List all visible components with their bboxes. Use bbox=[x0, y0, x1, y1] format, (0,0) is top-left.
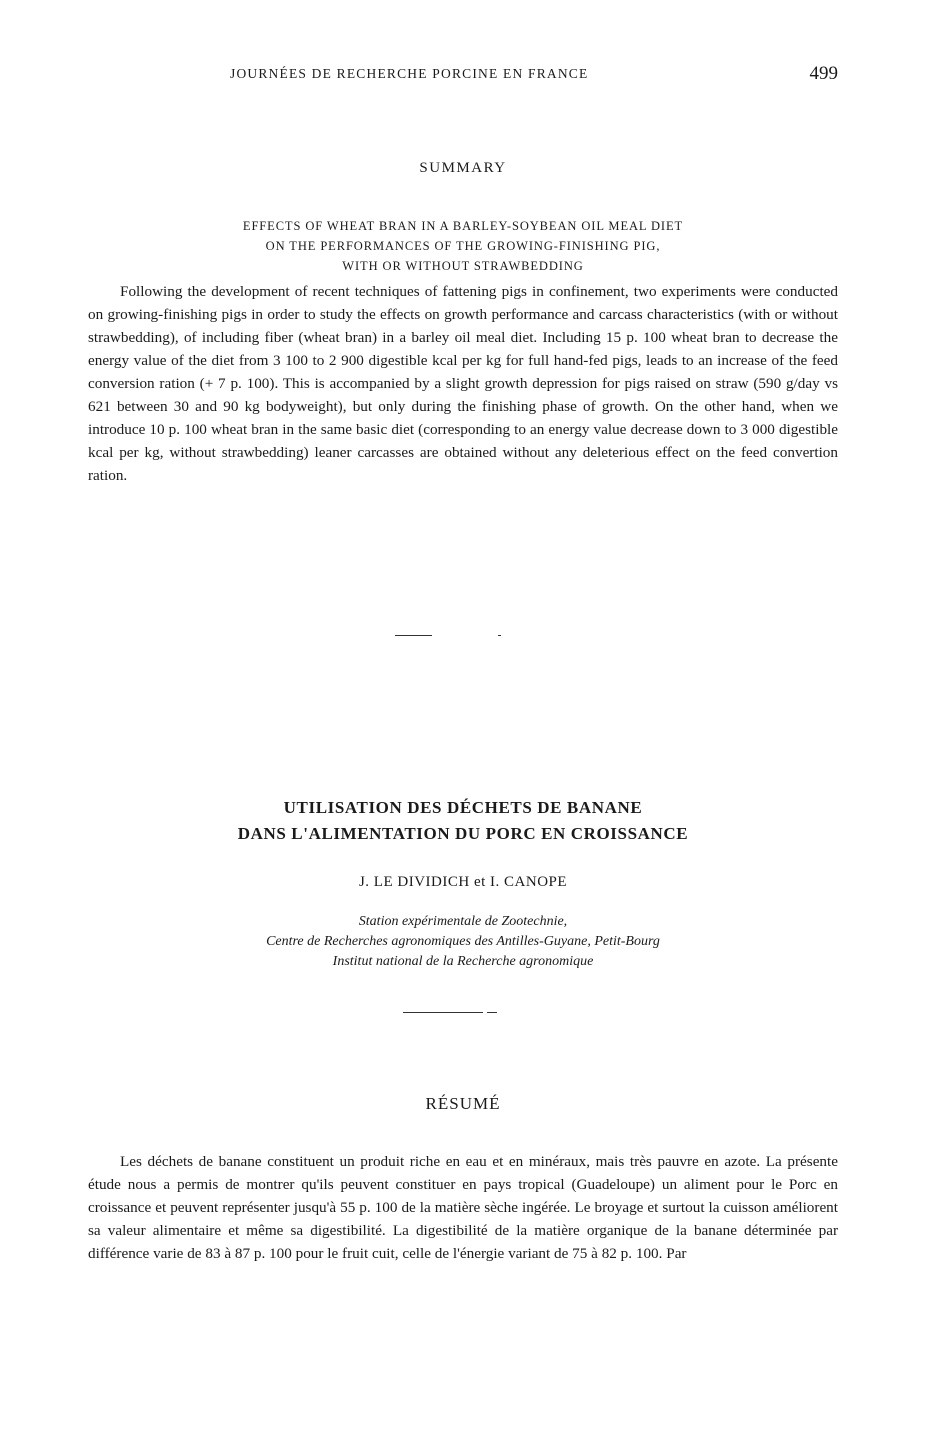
section-divider bbox=[395, 635, 432, 636]
summary-title-line: EFFECTS OF WHEAT BRAN IN A BARLEY-SOYBEAN OIL MEAL DIET bbox=[242, 219, 684, 233]
affiliation bbox=[88, 912, 838, 972]
title-divider-tail bbox=[487, 1012, 497, 1013]
resume-heading: RÉSUMÉ bbox=[425, 1094, 501, 1113]
article-title-line: UTILISATION DES DÉCHETS DE BANANE bbox=[283, 798, 643, 817]
summary-heading: SUMMARY bbox=[419, 160, 507, 176]
affiliation-line: Centre de Recherches agronomiques des Antilles-Guyane, Petit-Bourg bbox=[266, 934, 660, 949]
summary-title-line: WITH OR WITHOUT STRAWBEDDING bbox=[342, 259, 584, 273]
summary-body: Following the development of recent techniques of fattening pigs in confinement, two experiments were conducted on growing-finishing pigs in order to study the effects on growth performance and carcass characteristics (with or without strawbedding), of including fiber (wheat bran) in a barley oil meal diet. Including 15 p. 100 wheat bran to decrease the energy value of the diet from 3 100 to 2 900 digestible kcal per kg for full hand-fed pigs, leads to an increase of the feed conversion ration (+ 7 p. 100). This is accompanied by a slight growth depression for pigs raised on straw (590 g/day vs 621 between 30 and 90 kg bodyweight), but only during the finishing phase of growth. On the other hand, when we introduce 10 p. 100 wheat bran in the same basic diet (corresponding to an energy value decrease down to 3 000 digestible kcal per kg, without strawbedding) leaner carcasses are obtained without any deleterious effect on the feed convertion ration. bbox=[88, 283, 838, 484]
summary-title bbox=[88, 216, 838, 276]
affiliation-line: Station expérimentale de Zootechnie, bbox=[358, 914, 568, 929]
article-title-line: DANS L'ALIMENTATION DU PORC EN CROISSANCE bbox=[237, 824, 689, 843]
section-divider-dot bbox=[498, 635, 501, 636]
authors: J. LE DIVIDICH et I. CANOPE bbox=[358, 874, 568, 890]
running-title: JOURNÉES DE RECHERCHE PORCINE EN FRANCE bbox=[230, 66, 589, 81]
title-divider bbox=[403, 1012, 483, 1013]
summary-title-line: ON THE PERFORMANCES OF THE GROWING-FINISHING PIG, bbox=[265, 239, 661, 253]
affiliation-line: Institut national de la Recherche agronomique bbox=[332, 954, 594, 969]
resume-body: Les déchets de banane constituent un produit riche en eau et en minéraux, mais très pauvre en azote. La présente étude nous a permis de montrer qu'ils peuvent constituer en pays tropical (Guadeloupe) un aliment pour le Porc en croissance et peuvent représenter jusqu'à 55 p. 100 de la matière sèche ingérée. Le broyage et surtout la cuisson améliorent sa valeur alimentaire et même sa digestibilité. La digestibilité de la matière organique de la banane déterminée par différence varie de 83 à 87 p. 100 pour le fruit cuit, celle de l'énergie variant de 75 à 82 p. 100. Par bbox=[88, 1153, 838, 1262]
article-title bbox=[88, 795, 838, 847]
page-number: 499 bbox=[809, 63, 838, 84]
